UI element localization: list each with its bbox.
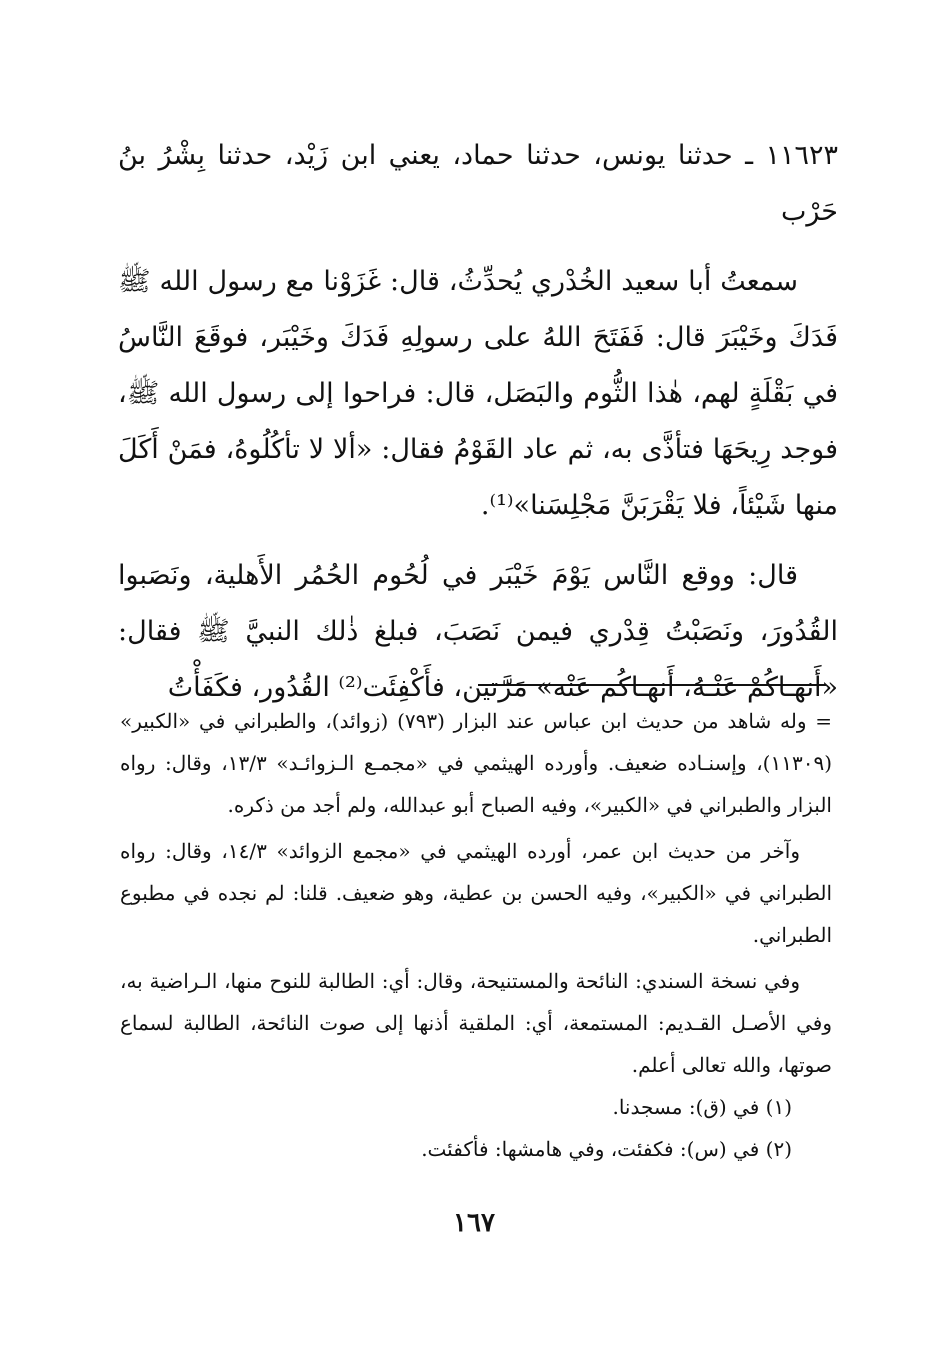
commentary-paragraph: = وله شاهد من حديث ابن عباس عند البزار (٧٩٣) (زوائد)، والطبراني في «الكبير» (١١٣٠٩)، وإسنـاده ضعيف. وأورده الهيثمي في «مجمـع الـزوائـد» ١٣/٣، وقال: رواه البزار والطبراني في «الكبير»، وفيه الصباح أبو عبدالله، ولم أجد من ذكره. [120, 709, 832, 817]
footnote-divider [478, 684, 826, 686]
page-number: ١٦٧ [453, 1208, 495, 1238]
hadith-paragraph: قال: ووقع النَّاس يَوْمَ خَيْبَر في لُحُوم الحُمُر الأَهلية، ونَصَبوا القُدُورَ، ونَصَبْتُ قِدْري فيمن نَصَبَ، فبلغ ذٰلك النبيَّ ﷺ فقال: «أَنهـاكُمْ عَنْـهُ، أَنهـاكُم عَنْه» مَرَّتين، فأَكْفِئَت⁽²⁾ القُدُور، فكَفَأْتُ [118, 560, 838, 703]
hadith-text [118, 128, 838, 716]
commentary-paragraph: وفي نسخة السندي: النائحة والمستنيحة، وقال: أي: الطالبة للنوح منها، الـراضية به، وفي الأصـل القـديم: المستمعة، أي: الملقية أذنها إلى صوت النائحة، الطالبة لسماع صوتها، والله تعالى أعلم. [120, 969, 832, 1077]
hadith-paragraph: سمعتُ أبا سعيد الخُدْري يُحدِّثُ، قال: غَزَوْنا مع رسول الله ﷺ فَدَكَ وخَيْبَرَ قال: فَفَتَحَ اللهُ على رسولِهِ فَدَكَ وخَيْبَر، فوقَعَ النَّاسُ في بَقْلَةٍ لهم، هٰذا الثُّوم والبَصَل، قال: فراحوا إلى رسول الله ﷺ، فوجد رِيحَهَا فتأذَّى به، ثم عاد القَوْمُ فقال: «ألا لا تأكُلُوهُ، فمَنْ أَكَلَ منها شَيْئاً، فلا يَقْرَبَنَّ مَجْلِسَنا»⁽¹⁾. [118, 266, 838, 521]
footnote: (٢) في (س): فكفئت، وفي هامشها: فأكفئت. [421, 1137, 792, 1161]
footnote: (١) في (ق): مسجدنا. [612, 1095, 792, 1119]
commentary-notes [120, 700, 832, 1170]
hadith-chain: ١١٦٢٣ ـ حدثنا يونس، حدثنا حماد، يعني ابن زَيْد، حدثنا بِشْرُ بنُ حَرْب [118, 140, 838, 227]
commentary-paragraph: وآخر من حديث ابن عمر، أورده الهيثمي في «مجمع الزوائد» ١٤/٣، وقال: رواه الطبراني في «الكبير»، وفيه الحسن بن عطية، وهو ضعيف. قلنا: لم نجده في مطبوع الطبراني. [120, 839, 832, 947]
